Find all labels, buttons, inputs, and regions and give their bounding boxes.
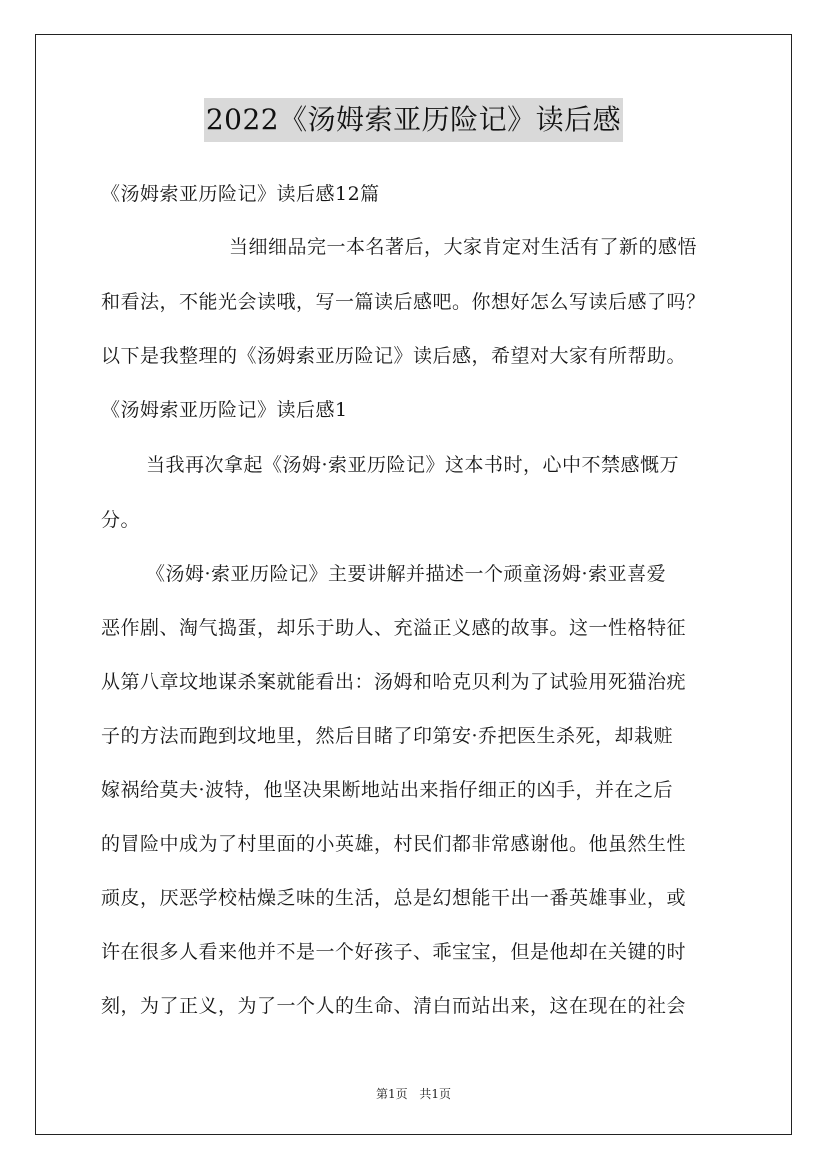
paragraph-line: 分。 [101,509,141,531]
section-heading: 《汤姆索亚历险记》读后感1 [101,399,348,421]
paragraph-line: 当细细品完一本名著后，大家肯定对生活有了新的感悟 [229,236,698,258]
paragraph-line: 刻，为了正义，为了一个人的生命、清白而站出来，这在现在的社会 [101,995,687,1017]
paragraph-line: 许在很多人看来他并不是一个好孩子、乖宝宝，但是他却在关键的时 [101,941,687,963]
paragraph-line: 恶作剧、淘气捣蛋，却乐于助人、充溢正义感的故事。这一性格特征 [101,617,687,639]
paragraph-line: 以下是我整理的《汤姆索亚历险记》读后感，希望对大家有所帮助。 [101,345,687,367]
paragraph-line: 《汤姆·索亚历险记》主要讲解并描述一个顽童汤姆·索亚喜爱 [146,563,667,585]
page-footer [0,1085,827,1102]
title-container [0,98,827,142]
paragraph-line: 和看法，不能光会读哦，写一篇读后感吧。你想好怎么写读后感了吗？ [101,291,706,313]
document-title: 2022《汤姆索亚历险记》读后感 [204,98,623,142]
paragraph-line: 顽皮，厌恶学校枯燥乏味的生活，总是幻想能干出一番英雄事业，或 [101,887,687,909]
subtitle-line: 《汤姆索亚历险记》读后感12篇 [101,183,380,205]
page-number: 第1页 [375,1087,408,1101]
page-total: 共1页 [419,1087,452,1101]
paragraph-line: 嫁祸给莫夫·波特，他坚决果断地站出来指仔细正的凶手，并在之后 [101,779,674,801]
paragraph-line: 的冒险中成为了村里面的小英雄，村民们都非常感谢他。他虽然生性 [101,833,687,855]
paragraph-line: 从第八章坟地谋杀案就能看出：汤姆和哈克贝利为了试验用死猫治疣 [101,671,687,693]
paragraph-line: 当我再次拿起《汤姆·索亚历险记》这本书时，心中不禁感慨万 [146,454,680,476]
paragraph-line: 子的方法而跑到坟地里，然后目睹了印第安·乔把医生杀死，却栽赃 [101,725,674,747]
